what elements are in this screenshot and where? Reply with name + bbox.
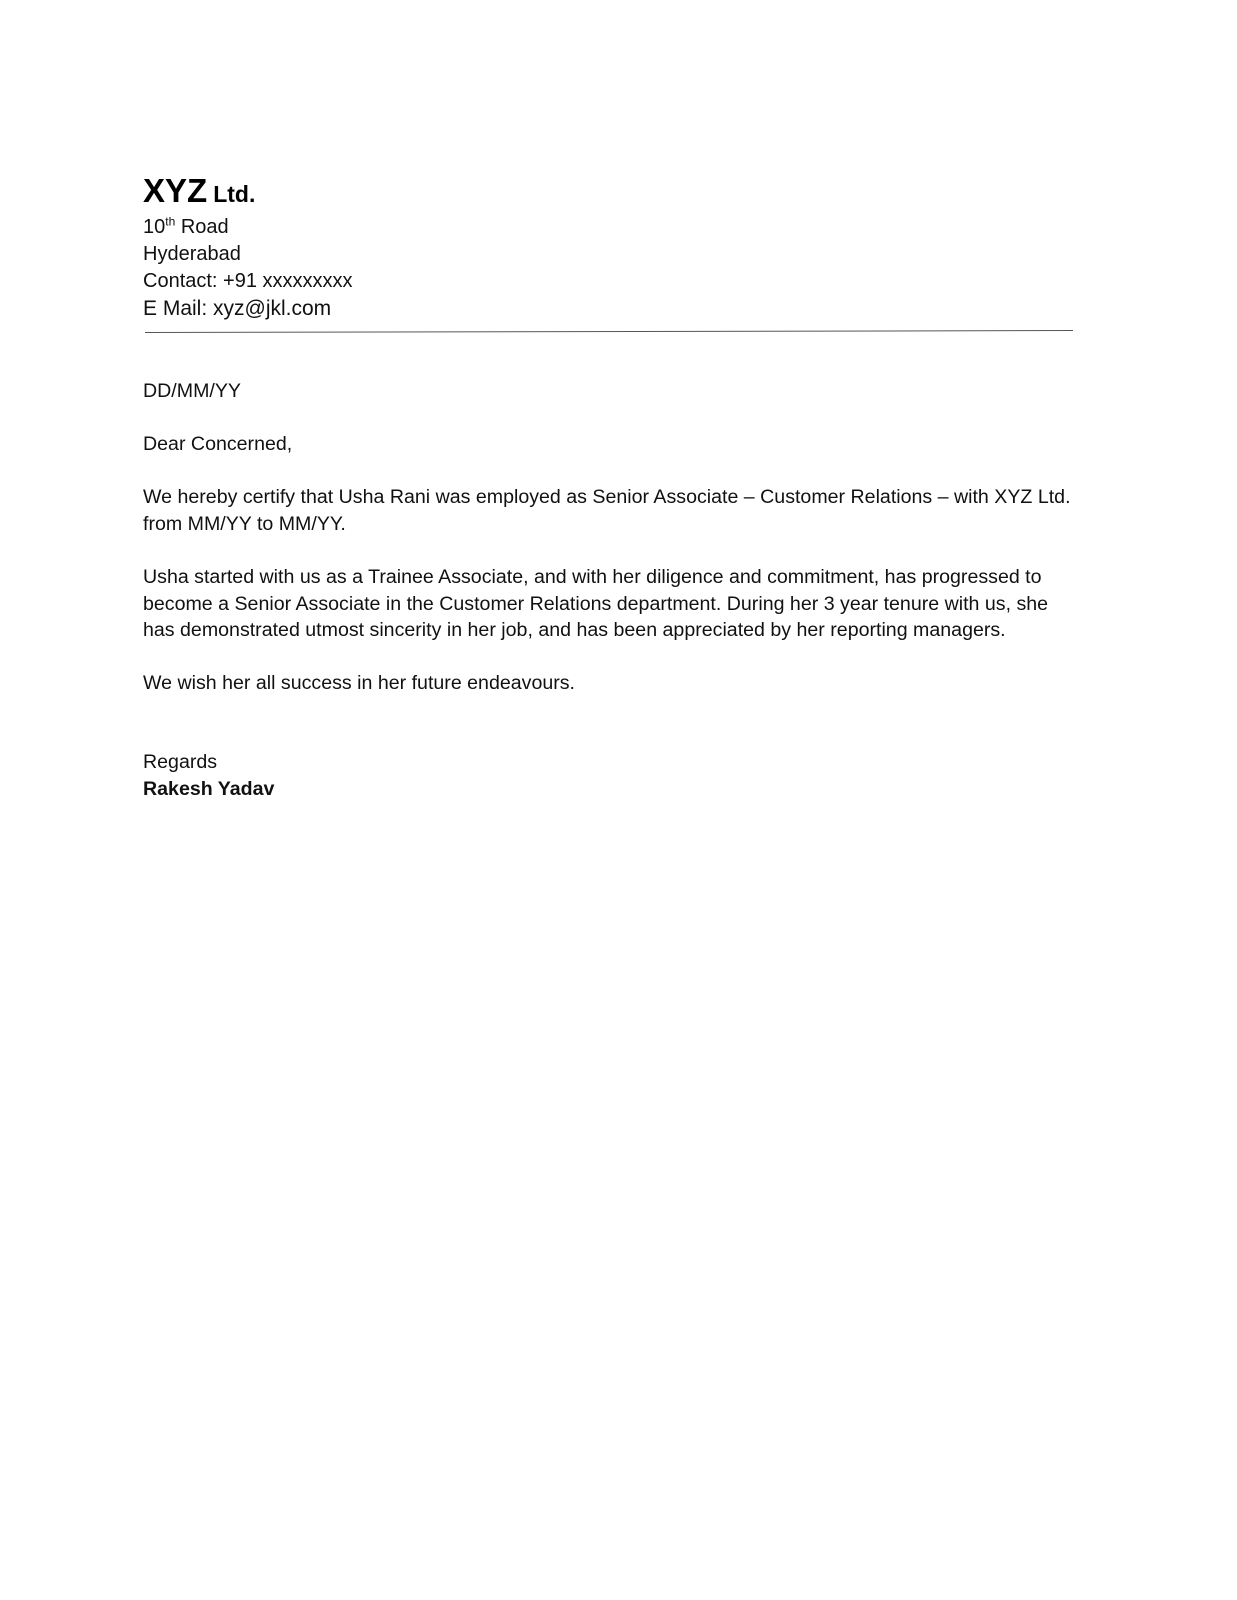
address-city: Hyderabad xyxy=(143,243,241,265)
company-name-main: XYZ xyxy=(143,172,208,209)
company-name-suffix: Ltd. xyxy=(213,181,256,207)
address-number-suffix: th xyxy=(165,214,176,229)
letter-date: DD/MM/YY xyxy=(143,380,241,402)
address-street-line xyxy=(143,214,1078,241)
address-number: 10 xyxy=(143,216,166,238)
body-paragraph: We hereby certify that Usha Rani was employed as Senior Associate – Customer Relations – with XYZ Ltd. from MM/YY to MM/YY. xyxy=(143,486,1071,535)
contact-line: Contact: +91 xxxxxxxxx xyxy=(143,270,353,292)
signatory-name: Rakesh Yadav xyxy=(143,778,275,800)
salutation: Dear Concerned, xyxy=(143,433,293,455)
letterhead xyxy=(143,168,1078,322)
body-paragraph: Usha started with us as a Trainee Associate, and with her diligence and commitment, has progressed to become a Senior Associate in the Customer Relations department. During her 3 year tenure with us, she has demonstrated utmost sincerity in her job, and has been appreciated by her reporting managers. xyxy=(143,566,1049,642)
email-line: E Mail: xyz@jkl.com xyxy=(143,297,332,320)
address-street: Road xyxy=(175,216,229,238)
company-name xyxy=(143,168,1078,214)
closing: Regards xyxy=(143,751,218,773)
letterhead-divider xyxy=(145,330,1073,333)
body-paragraph: We wish her all success in her future endeavours. xyxy=(143,672,575,694)
